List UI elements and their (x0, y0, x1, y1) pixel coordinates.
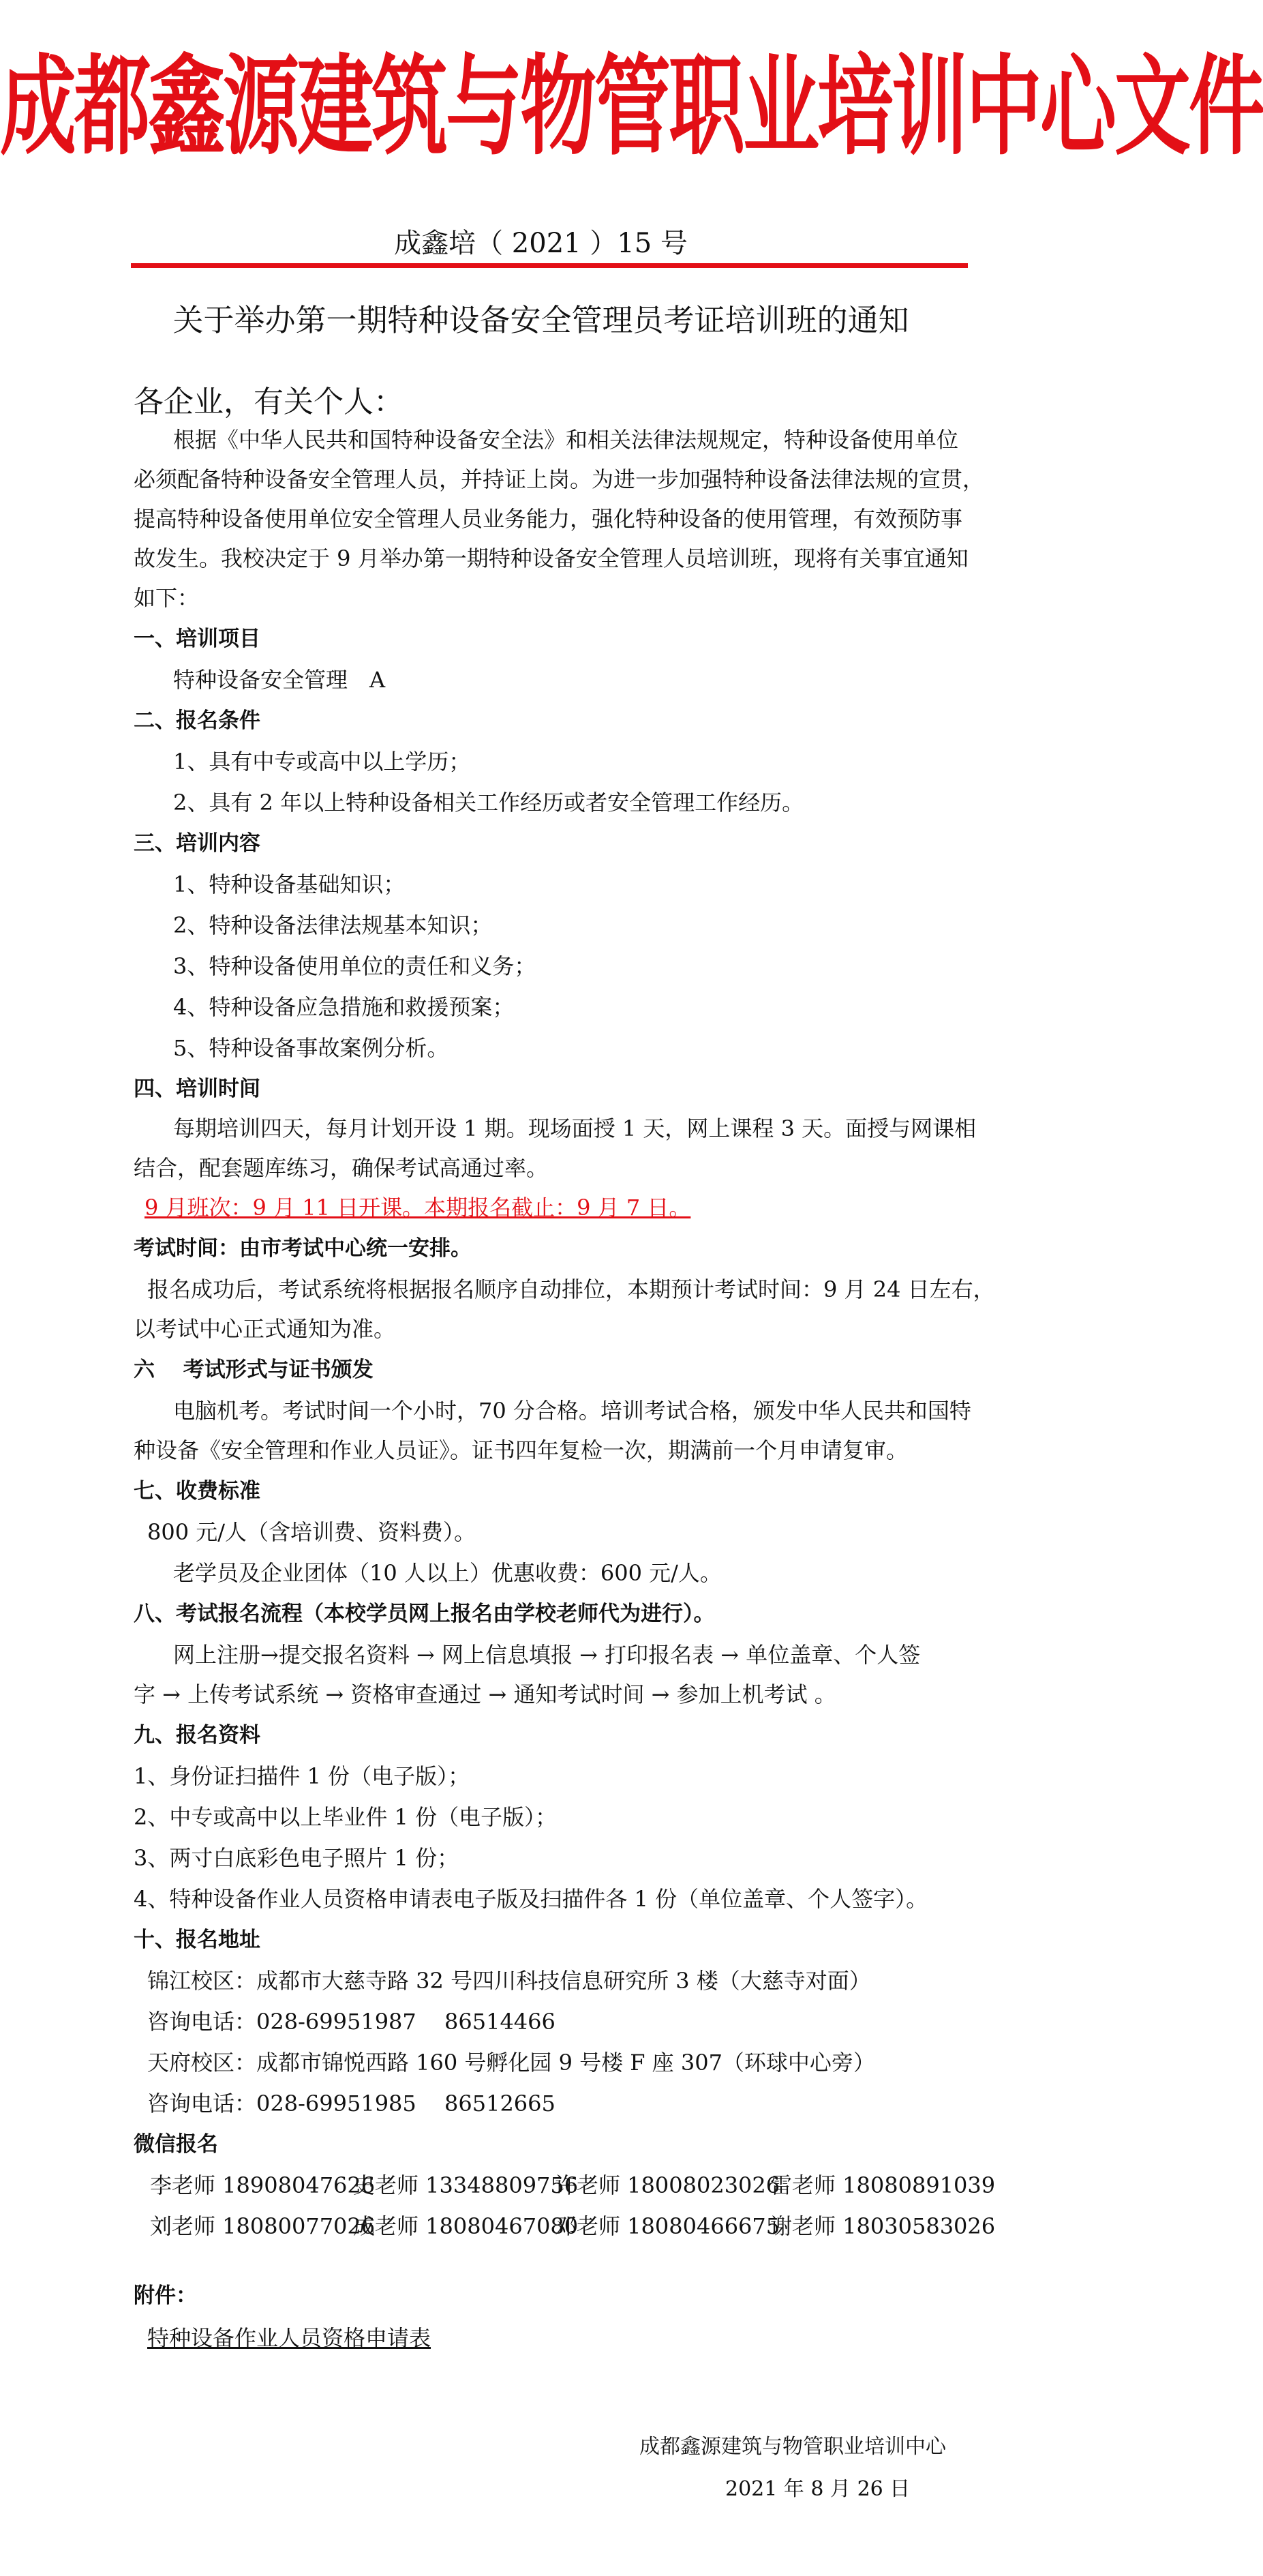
contact-item: 邓老师 18080466675 (555, 2213, 780, 2239)
contact-item: 刘老师 18080077026 (150, 2213, 376, 2239)
wechat-title: 微信报名 (134, 2132, 218, 2157)
contact-item: 成老师 18080467080 (353, 2213, 579, 2239)
contact-item: 许老师 18008023026 (555, 2172, 780, 2198)
section-title-schedule: 四、培训时间 (134, 1077, 260, 1101)
fee-item: 老学员及企业团体（10 人以上）优惠收费：600 元/人。 (173, 1560, 722, 1586)
intro-line: 根据《中华人民共和国特种设备安全法》和相关法律法规规定，特种设备使用单位 (173, 427, 959, 453)
exam-certificate-line: 种设备《安全管理和作业人员证》。证书四年复检一次，期满前一个月申请复审。 (134, 1437, 909, 1463)
schedule-line: 结合，配套题库练习，确保考试高通过率。 (134, 1155, 549, 1181)
attachment-link[interactable]: 特种设备作业人员资格申请表 (147, 2325, 431, 2351)
campus-tianfu-phone-2: 86512665 (444, 2091, 556, 2116)
exam-time-line: 以考试中心正式通知为准。 (134, 1316, 396, 1342)
section-title-requirements: 二、报名条件 (134, 708, 260, 733)
section-title-exam-certificate: 六 考试形式与证书颁发 (134, 1358, 374, 1382)
contact-item: 李老师 18908047626 (150, 2172, 376, 2198)
contact-item: 雷老师 18080891039 (770, 2172, 996, 2198)
fee-item: 800 元/人（含培训费、资料费）。 (147, 1519, 476, 1545)
material-item: 3、两寸白底彩色电子照片 1 份； (134, 1845, 459, 1871)
exam-time-title: 考试时间：由市考试中心统一安排。 (134, 1236, 472, 1261)
section-title-address: 十、报名地址 (134, 1928, 260, 1952)
campus-jinjiang-address: 锦江校区：成都市大慈寺路 32 号四川科技信息研究所 3 楼（大慈寺对面） (147, 1968, 871, 1994)
contact-item: 谢老师 18030583026 (770, 2213, 996, 2239)
exam-certificate-line: 电脑机考。考试时间一个小时，70 分合格。培训考试合格，颁发中华人民共和国特 (173, 1398, 971, 1424)
intro-line: 如下： (134, 585, 200, 611)
content-item: 2、特种设备法律法规基本知识； (173, 912, 493, 938)
notice-subject: 关于举办第一期特种设备安全管理员考证培训班的通知 (172, 302, 909, 338)
contact-item: 史老师 13348809756 (353, 2172, 579, 2198)
content-item: 3、特种设备使用单位的责任和义务； (173, 953, 536, 979)
signer: 成都鑫源建筑与物管职业培训中心 (639, 2435, 946, 2459)
campus-tianfu-address: 天府校区：成都市锦悦西路 160 号孵化园 9 号楼 F 座 307（环球中心旁） (147, 2050, 875, 2076)
intro-line: 提高特种设备使用单位安全管理人员业务能力，强化特种设备的使用管理，有效预防事 (134, 506, 963, 532)
training-project-item: 特种设备安全管理 A (173, 667, 386, 693)
attachment-title: 附件： (134, 2283, 197, 2308)
org-title: 成都鑫源建筑与物管职业培训中心文件 (0, 44, 1263, 170)
header-divider (131, 263, 968, 268)
schedule-line: 每期培训四天，每月计划开设 1 期。现场面授 1 天，网上课程 3 天。面授与网课相 (173, 1115, 977, 1141)
section-title-fees: 七、收费标准 (134, 1479, 260, 1503)
campus-jinjiang-phone: 咨询电话：028-69951987 (147, 2009, 416, 2035)
document-number: 成鑫培（ 2021 ）15 号 (394, 228, 688, 259)
content-item: 1、特种设备基础知识； (173, 871, 406, 897)
requirement-item: 2、具有 2 年以上特种设备相关工作经历或者安全管理工作经历。 (173, 790, 804, 815)
campus-jinjiang-phone-2: 86514466 (444, 2009, 556, 2035)
material-item: 2、中专或高中以上毕业件 1 份（电子版）； (134, 1804, 558, 1830)
content-item: 5、特种设备事故案例分析。 (173, 1035, 449, 1061)
section-title-training-project: 一、培训项目 (134, 627, 260, 651)
greeting: 各企业，有关个人： (134, 385, 404, 419)
process-line: 网上注册→提交报名资料 → 网上信息填报 → 打印报名表 → 单位盖章、个人签 (173, 1642, 921, 1668)
process-line: 字 → 上传考试系统 → 资格审查通过 → 通知考试时间 → 参加上机考试 。 (134, 1681, 836, 1707)
requirement-item: 1、具有中专或高中以上学历； (173, 749, 471, 775)
class-date-highlight: 9 月班次：9 月 11 日开课。本期报名截止：9 月 7 日。 (144, 1195, 691, 1220)
intro-line: 必须配备特种设备安全管理人员，并持证上岗。为进一步加强特种设备法律法规的宣贯， (134, 466, 985, 492)
intro-line: 故发生。我校决定于 9 月举办第一期特种设备安全管理人员培训班，现将有关事宜通知 (134, 545, 969, 571)
issue-date: 2021 年 8 月 26 日 (725, 2477, 911, 2501)
exam-time-line: 报名成功后，考试系统将根据报名顺序自动排位，本期预计考试时间：9 月 24 日左右， (147, 1276, 995, 1302)
section-title-content: 三、培训内容 (134, 831, 260, 856)
section-title-registration-process: 八、考试报名流程（本校学员网上报名由学校老师代为进行）。 (134, 1602, 715, 1626)
content-item: 4、特种设备应急措施和救援预案； (173, 994, 515, 1020)
material-item: 4、特种设备作业人员资格申请表电子版及扫描件各 1 份（单位盖章、个人签字）。 (134, 1886, 928, 1912)
material-item: 1、身份证扫描件 1 份（电子版）； (134, 1763, 470, 1789)
campus-tianfu-phone: 咨询电话：028-69951985 (147, 2091, 416, 2116)
section-title-materials: 九、报名资料 (134, 1723, 260, 1748)
